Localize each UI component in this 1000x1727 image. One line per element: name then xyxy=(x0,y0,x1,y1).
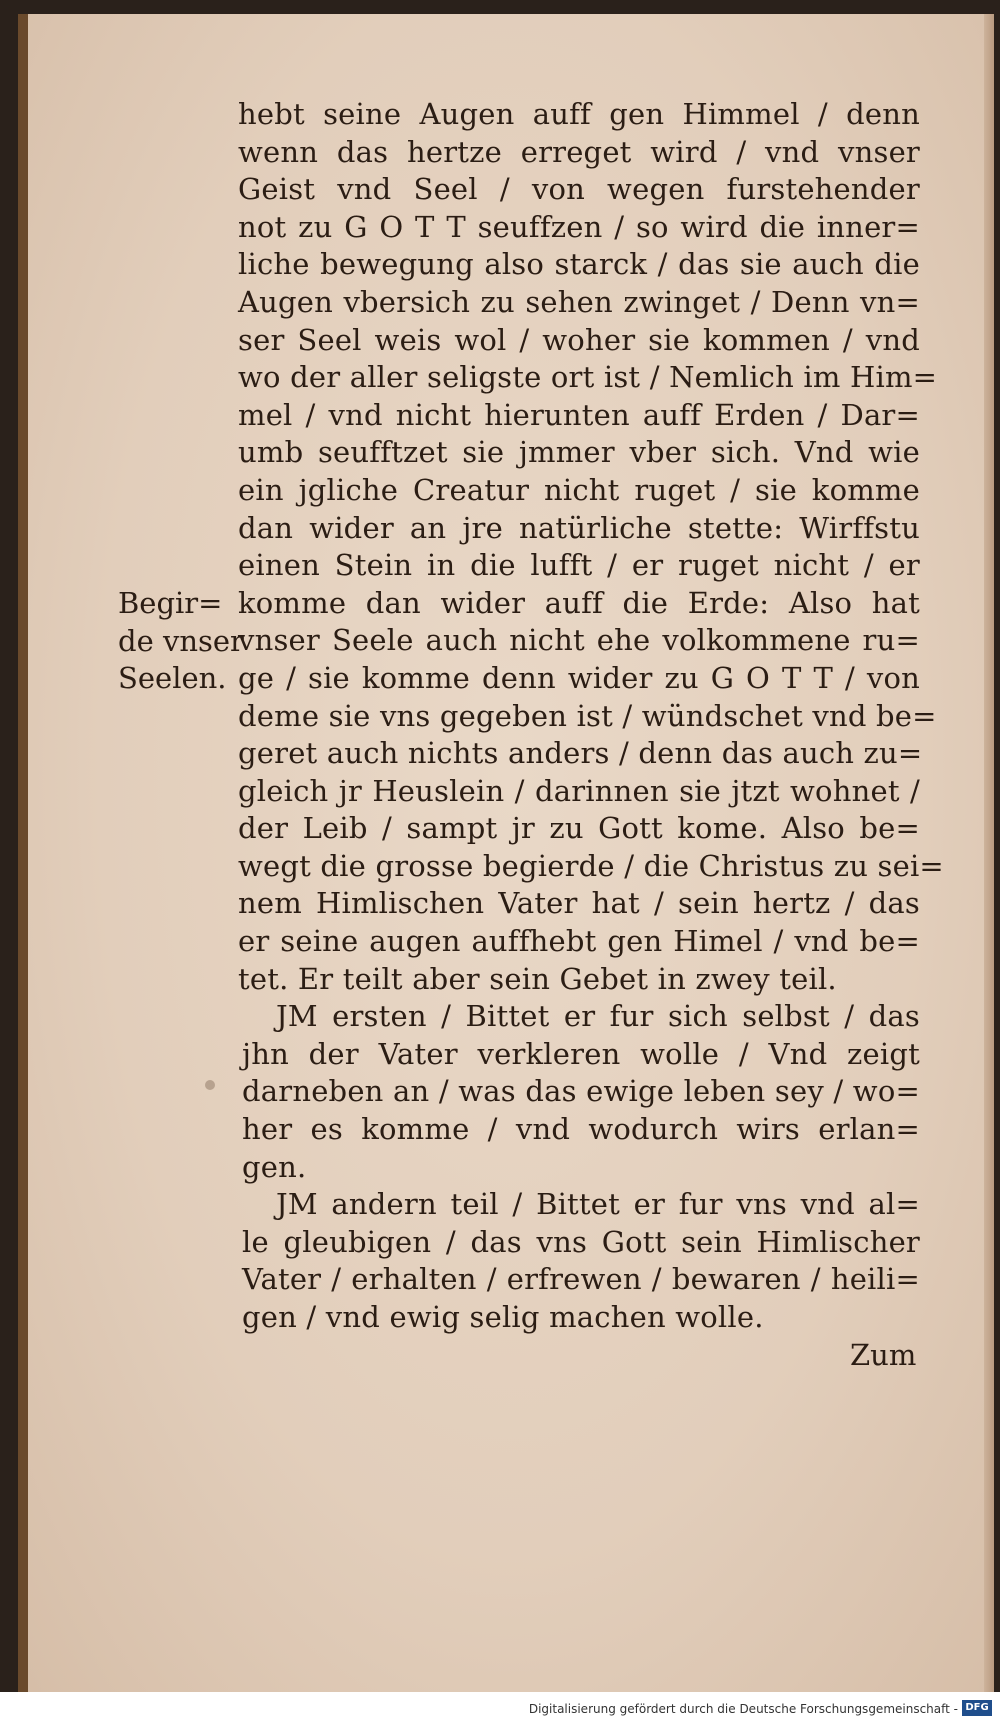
margin-note-line: de vnser xyxy=(118,623,244,658)
text-line: le gleubigen / das vns Gott sein Himlischer xyxy=(242,1224,920,1259)
dfg-logo: DFG xyxy=(962,1700,992,1716)
text-line: tet. Er teilt aber sein Gebet in zwey teil. xyxy=(238,961,837,996)
margin-note-line: Begir= xyxy=(118,586,223,620)
text-line: wegt die grosse begierde / die Christus zu sei= xyxy=(238,848,944,883)
text-line: ein jgliche Creatur nicht ruget / sie komme xyxy=(238,472,920,507)
text-line: jhn der Vater verkleren wolle / Vnd zeigt xyxy=(242,1036,920,1071)
text-line: liche bewegung also starck / das sie auch die xyxy=(238,247,920,282)
text-line: nem Himlischen Vater hat / sein hertz / das xyxy=(238,886,920,921)
text-line: geret auch nichts anders / denn das auch zu= xyxy=(238,736,923,771)
text-line: der Leib / sampt jr zu Gott kome. Also be= xyxy=(238,811,920,846)
paragraph-start-line: JM ersten / Bittet er fur sich selbst / das xyxy=(276,999,920,1034)
text-line: gleich jr Heuslein / darinnen sie jtzt wohnet / xyxy=(238,773,920,808)
text-line: wenn das hertze erreget wird / vnd vnser xyxy=(238,134,920,169)
text-line: Augen vbersich zu sehen zwinget / Denn vn= xyxy=(238,284,920,319)
text-line: wo der aller seligste ort ist / Nemlich im Him= xyxy=(238,360,938,395)
text-line: darneben an / was das ewige leben sey / wo= xyxy=(242,1074,920,1109)
text-line: deme sie vns gegeben ist / wündschet vnd be= xyxy=(238,698,937,733)
text-line: umb seufftzet sie jmmer vber sich. Vnd wie xyxy=(238,435,920,470)
ink-stain xyxy=(205,1080,215,1090)
text-line: komme dan wider auff die Erde: Also hat xyxy=(238,585,920,620)
text-line: er seine augen auffhebt gen Himel / vnd be= xyxy=(238,924,920,959)
text-line: not zu G O T T seuffzen / so wird die inner= xyxy=(238,209,920,244)
footer-credit: Digitalisierung gefördert durch die Deutsche Forschungsgemeinschaft - xyxy=(528,1702,958,1716)
body-text xyxy=(238,96,944,1337)
text-line: ser Seel weis wol / woher sie kommen / vnd xyxy=(238,322,920,357)
text-line: dan wider an jre natürliche stette: Wirffstu xyxy=(238,510,920,545)
text-line: mel / vnd nicht hierunten auff Erden / Dar= xyxy=(238,397,920,432)
text-line: hebt seine Augen auff gen Himmel / denn xyxy=(238,97,920,131)
text-line: einen Stein in die lufft / er ruget nicht / er xyxy=(238,548,920,583)
text-line: Vater / erhalten / erfrewen / bewaren / heili= xyxy=(242,1262,920,1297)
margin-note-line: Seelen. xyxy=(118,661,227,696)
text-line: gen / vnd ewig selig machen wolle. xyxy=(242,1300,764,1334)
text-line: gen. xyxy=(242,1149,307,1184)
catchword: Zum xyxy=(850,1338,917,1372)
text-line: her es komme / vnd wodurch wirs erlan= xyxy=(242,1112,920,1147)
text-line: vnser Seele auch nicht ehe volkommene ru= xyxy=(238,623,920,658)
text-line: ge / sie komme denn wider zu G O T T / von xyxy=(238,660,920,695)
page-edge xyxy=(984,14,994,1692)
text-line: Geist vnd Seel / von wegen furstehender xyxy=(238,172,920,207)
margin-note xyxy=(118,585,242,698)
paragraph-start-line: JM andern teil / Bittet er fur vns vnd al= xyxy=(276,1187,920,1222)
